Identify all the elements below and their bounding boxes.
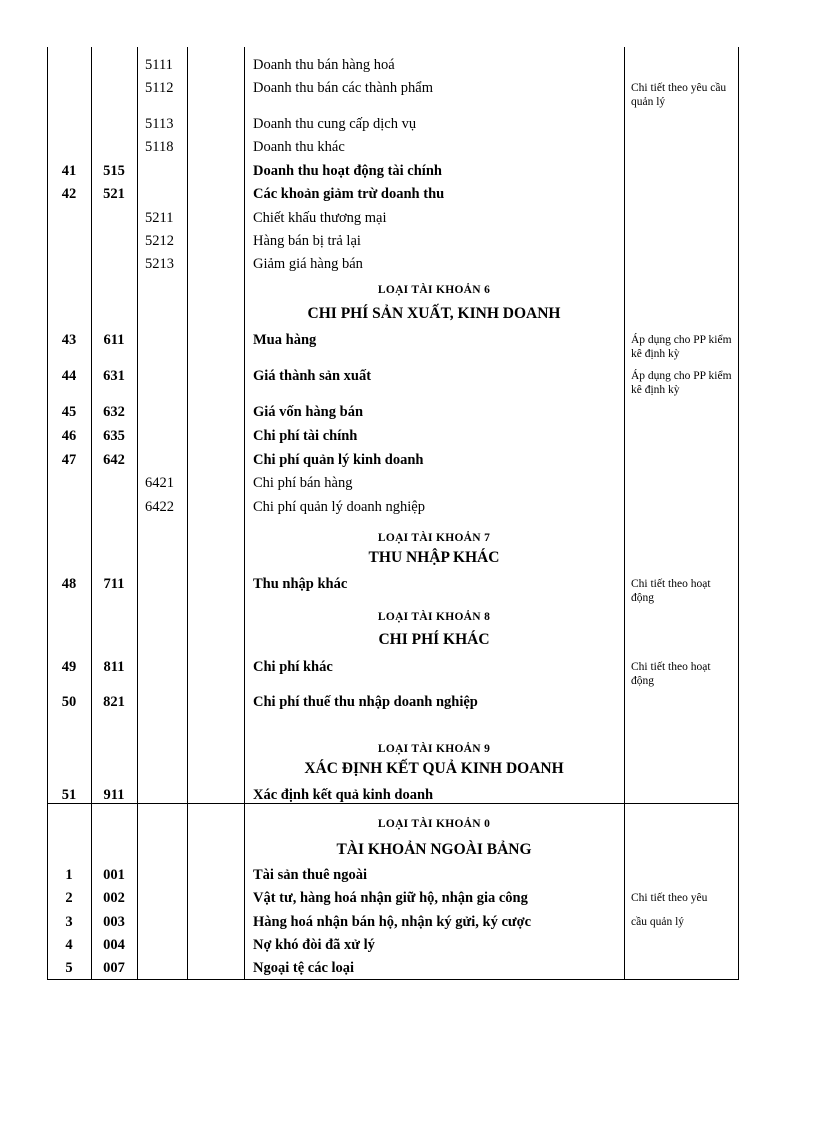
section-type-label: LOẠI TÀI KHOẢN 6	[377, 284, 491, 296]
table-row	[47, 366, 739, 396]
row-number: 49	[61, 659, 77, 675]
account-name: Xác định kết quả kinh doanh	[253, 787, 434, 803]
subaccount-code: 5213	[145, 256, 174, 272]
account-code: 521	[103, 186, 125, 202]
account-name: Chi phí quản lý kinh doanh	[253, 452, 424, 468]
account-name: Tài sản thuê ngoài	[253, 867, 368, 883]
table-row	[47, 657, 739, 687]
row-number: 47	[61, 452, 77, 468]
account-name: Chi phí bán hàng	[253, 475, 353, 491]
account-code: 003	[103, 914, 125, 930]
table-row	[47, 55, 739, 77]
table-row	[47, 254, 739, 276]
subaccount-code: 5111	[145, 57, 173, 73]
table-row	[47, 137, 739, 159]
section-title: XÁC ĐỊNH KẾT QUẢ KINH DOANH	[304, 760, 564, 777]
row-number: 50	[61, 694, 77, 710]
table-row	[47, 114, 739, 136]
account-note: cầu quản lý	[631, 916, 685, 928]
subaccount-code: 5113	[145, 116, 174, 132]
account-name: Doanh thu bán các thành phẩm	[253, 80, 433, 96]
account-name: Chi phí tài chính	[253, 428, 358, 444]
row-number: 2	[65, 890, 73, 906]
account-code: 811	[103, 659, 125, 675]
account-note: Áp dụng cho PP kiểm kê định kỳ	[631, 334, 732, 360]
account-table	[47, 47, 739, 980]
account-code: 515	[103, 163, 125, 179]
account-name: Các khoản giảm trừ doanh thu	[253, 186, 445, 202]
row-number: 44	[61, 368, 77, 384]
account-name: Doanh thu khác	[253, 139, 345, 155]
table-row	[47, 958, 739, 980]
section-type-label: LOẠI TÀI KHOẢN 0	[377, 818, 491, 830]
row-number: 45	[61, 404, 77, 420]
subaccount-code: 5112	[145, 80, 174, 96]
account-code: 004	[103, 937, 125, 953]
section-type-label: LOẠI TÀI KHOẢN 7	[377, 532, 491, 544]
account-name: Giảm giá hàng bán	[253, 256, 363, 272]
table-row	[47, 497, 739, 519]
table-row	[47, 935, 739, 957]
account-name: Doanh thu hoạt động tài chính	[253, 163, 442, 179]
section-title: TÀI KHOẢN NGOÀI BẢNG	[336, 841, 532, 858]
section-title: CHI PHÍ KHÁC	[378, 631, 490, 648]
account-note: Chi tiết theo yêu	[631, 892, 708, 904]
subaccount-code: 5212	[145, 233, 174, 249]
account-code: 632	[103, 404, 125, 420]
section-type-label: LOẠI TÀI KHOẢN 9	[377, 743, 491, 755]
account-name: Hàng bán bị trả lại	[253, 233, 361, 249]
account-name: Giá vốn hàng bán	[253, 404, 364, 420]
table-row	[47, 574, 739, 604]
table-row	[47, 426, 739, 448]
account-name: Doanh thu bán hàng hoá	[253, 57, 395, 73]
table-row	[47, 184, 739, 206]
account-name: Giá thành sản xuất	[253, 368, 372, 384]
account-code: 611	[103, 332, 125, 348]
table-row	[47, 231, 739, 253]
account-code: 711	[103, 576, 125, 592]
table-row	[47, 473, 739, 495]
account-name: Nợ khó đòi đã xử lý	[253, 937, 375, 953]
row-number: 51	[61, 787, 77, 803]
account-code: 631	[103, 368, 125, 384]
subaccount-code: 5211	[145, 210, 174, 226]
row-number: 41	[61, 163, 77, 179]
account-code: 635	[103, 428, 125, 444]
account-name: Doanh thu cung cấp dịch vụ	[253, 116, 417, 132]
subaccount-code: 5118	[145, 139, 174, 155]
row-number: 48	[61, 576, 77, 592]
table-row	[47, 692, 739, 714]
row-number: 5	[65, 960, 73, 976]
table-row	[47, 402, 739, 424]
account-name: Ngoại tệ các loại	[253, 960, 355, 976]
table-row	[47, 912, 739, 934]
account-note: Chi tiết theo yêu cầu quản lý	[631, 82, 727, 108]
account-note: Chi tiết theo hoạt động	[631, 661, 711, 687]
table-row	[47, 450, 739, 472]
row-number: 46	[61, 428, 77, 444]
table-row	[47, 865, 739, 887]
account-code: 007	[103, 960, 125, 976]
row-number: 4	[65, 937, 73, 953]
account-name: Chiết khấu thương mại	[253, 210, 387, 226]
section-title: THU NHẬP KHÁC	[368, 549, 500, 566]
subaccount-code: 6421	[145, 475, 174, 491]
account-note: Áp dụng cho PP kiểm kê định kỳ	[631, 370, 732, 396]
account-code: 821	[103, 694, 125, 710]
account-name: Mua hàng	[253, 332, 317, 348]
account-name: Hàng hoá nhận bán hộ, nhận ký gửi, ký cược	[253, 914, 532, 930]
table-row	[47, 208, 739, 230]
account-name: Chi phí khác	[253, 659, 333, 675]
account-note: Chi tiết theo hoạt động	[631, 578, 711, 604]
row-number: 3	[65, 914, 73, 930]
account-code: 911	[103, 787, 125, 803]
table-row	[47, 78, 739, 108]
account-name: Thu nhập khác	[253, 576, 348, 592]
account-name: Chi phí quản lý doanh nghiệp	[253, 499, 425, 515]
table-row	[47, 330, 739, 360]
table-row	[47, 785, 739, 807]
account-name: Chi phí thuế thu nhập doanh nghiệp	[253, 694, 478, 710]
row-number: 43	[61, 332, 77, 348]
account-code: 642	[103, 452, 125, 468]
row-number: 1	[65, 867, 73, 883]
table-row	[47, 888, 739, 910]
table-row	[47, 161, 739, 183]
row-number: 42	[61, 186, 77, 202]
section-title: CHI PHÍ SẢN XUẤT, KINH DOANH	[307, 305, 561, 322]
account-code: 001	[103, 867, 125, 883]
account-name: Vật tư, hàng hoá nhận giữ hộ, nhận gia công	[253, 890, 528, 906]
subaccount-code: 6422	[145, 499, 174, 515]
section-type-label: LOẠI TÀI KHOẢN 8	[377, 611, 491, 623]
account-code: 002	[103, 890, 125, 906]
